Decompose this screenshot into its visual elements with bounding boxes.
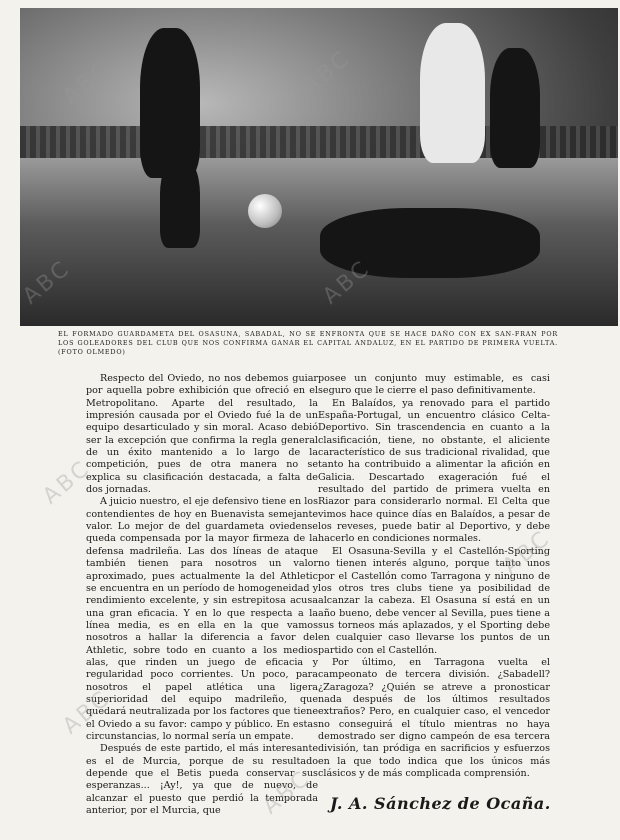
paragraph: Por último, en Tarragona vuelta el campeonato de tercera división. ¿Sabadell? ¿Zaragoza? ¿Quién se atreve a pronosticar nada después de los últimos resultados extraños? Pero, en cualquier caso, el vencedor no conseguirá el título mientras no haya demostrado ser digno campeón de esa tercera división, tan pródiga en sacrificios y esfuerzos en la que todo indica que los únicos más clásicos y de más complicada comprensión. (318, 656, 550, 779)
player-right-second (490, 48, 540, 168)
paragraph: En Balaídos, ya renovado para el partido España-Portugal, un encuentro clásico Celta-Deportivo. Sin trascendencia en cuanto a la clasificación, tiene, no obstante, el aliciente característico de sus tradicional rivalidad, que tanto ha contribuido a alimentar la afición en Galicia. Descartado exageración fué el resultado del partido de primera vuelta en Riazor para considerarlo normal. El Celta que vimos hace quince días en Balaídos, a pesar de los reveses, puede batir al Deportivo, y debe hacerlo en condiciones normales. (318, 397, 550, 545)
watermark: ABC (58, 55, 116, 110)
paragraph: posee un conjunto muy estimable, es casi seguro que le cierre el paso definitivamente. (318, 373, 550, 397)
watermark: ABC (298, 45, 356, 100)
article-column-left (86, 373, 318, 817)
watermark: ABC (498, 525, 556, 580)
photo-caption: EL FORMADO GUARDAMETA DEL OSASUNA, SABADAL, NO SE ENFRONTA QUE SE HACE DAÑO CON EX SAN-FRAN POR LOS GOLEADORES DEL CLUB QUE NOS CONFIRMA GANAR EL CAPITAL ANDALUZ, EN EL PARTIDO DE PRIMERA VUELTA. (FOTO OLMEDO) (58, 330, 558, 356)
author-signature: J. A. Sánchez de Ocaña. (330, 794, 551, 813)
watermark: ABC (318, 255, 376, 310)
player-left-legs (160, 158, 200, 248)
watermark: ABC (58, 685, 116, 740)
match-photo (20, 8, 618, 326)
paragraph: Después de este partido, el más interesante es el de Murcia, porque de su resultado depende que el Betis pueda conservar sus esperanzas... ¡Ay!, ya que de nuevo, de alcanzar el puesto que perdió la temporada anterior, por el Murcia, que (86, 743, 318, 817)
watermark: ABC (18, 255, 76, 310)
football (248, 194, 282, 228)
player-left-figure (140, 28, 200, 178)
watermark: ABC (258, 765, 316, 820)
paragraph: Respecto del Oviedo, no nos debemos guiar por aquella pobre exhibición que ofreció en el Metropolitano. Aparte del resultado, la impresión causada por el Oviedo fué la de un equipo desarticulado y sin moral. Acaso debió ser la excepción que confirma la regla general de un éxito mantenido a lo largo de la competición, pues de otra manera no se explica su clasificación destacada, a falta de dos jornadas. (86, 373, 318, 496)
paragraph: El Osasuna-Sevilla y el Castellón-Sporting no tienen interés alguno, porque tanto unos por el Castellón como Tarragona y ninguno de los otros tres clubs tiene ya posibilidad de alcanzar la cabeza. El Osasuna sí está en un año bueno, debe vencer al Sevilla, pues tiene a sus torneos más aplazados, y el Sporting debe en cualquier caso llevarse los puntos de un partido con el Castellón. (318, 545, 550, 656)
player-right-figure (420, 23, 485, 163)
paragraph: A juicio nuestro, el eje defensivo tiene en los contendientes de hoy en Buenavista semejante valor. Lo mejor de del guardameta oviedense queda compensada por la mayor firmeza de la defensa madrileña. Las dos líneas de ataque también tienen para nosotros un valor aproximado, pues actualmente la del Athletic se encuentra en un período de homogeneidad y rendimiento excelente, y sin estrepitosa acusa una gran eficacia. Y en lo que respecta a la línea media, es en ella en la que vamos nosotros a hallar la diferencia a favor del Athletic, sobre todo en cuanto a los medios alas, que rinden un juego de eficacia y regularidad poco corrientes. Un poco, para nosotros el papel atlética una ligera superioridad del equipo madrileño, que quedará neutralizada por los factores que tiene el Oviedo a su favor: campo y público. En estas circunstancias, lo normal sería un empate. (86, 496, 318, 742)
watermark: ABC (38, 455, 96, 510)
